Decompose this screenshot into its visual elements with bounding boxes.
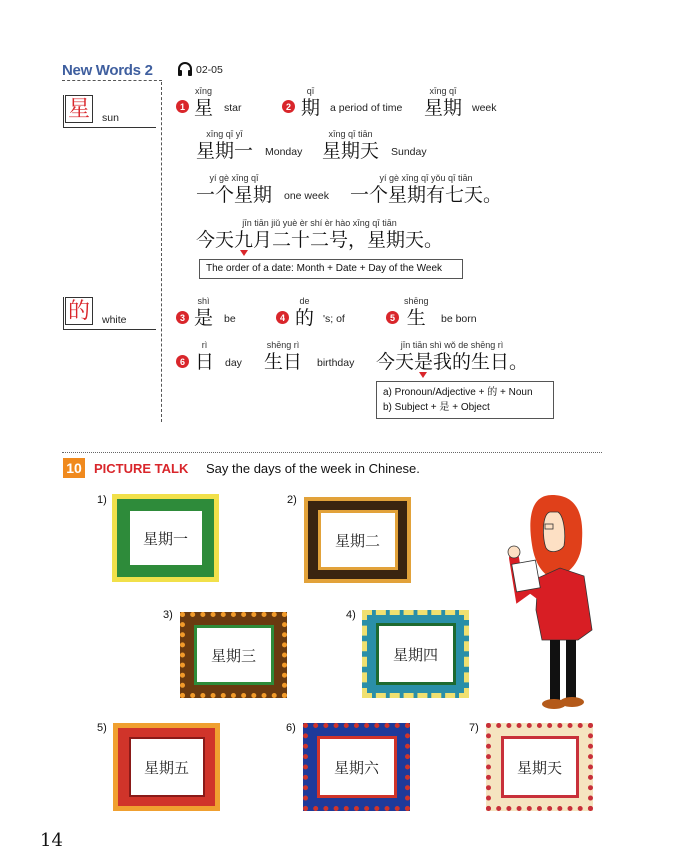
phrase-char: 一个星期有七天。 (350, 184, 503, 206)
word-shengri (264, 340, 302, 373)
char-sun-meaning: sun (102, 112, 119, 124)
word-pinyin: shēng (404, 296, 429, 306)
pointer-triangle (419, 372, 427, 378)
note-grammar-a: a) Pronoun/Adjective + 的 + Noun (383, 387, 533, 398)
phrase-char: 今天九月二十二号，星期天。 (196, 229, 444, 251)
word-xingqi (424, 86, 462, 119)
note-grammar (376, 381, 554, 419)
word-meaning: be born (441, 313, 477, 325)
word-meaning: day (225, 357, 242, 369)
headphones-icon[interactable] (177, 62, 193, 76)
word-meaning: be (224, 313, 236, 325)
phrase-one-week (196, 173, 272, 206)
word-char: 日 (195, 351, 215, 373)
frame-label-6: 6) (286, 722, 296, 734)
word-number-5: 5 (386, 311, 399, 324)
frame-label-5: 5) (97, 722, 107, 734)
word-pinyin: qī (306, 86, 315, 96)
word-meaning: a period of time (330, 102, 403, 114)
frame-text: 星期四 (376, 623, 456, 685)
frame-label-4: 4) (346, 609, 356, 621)
phrase-meaning: Sunday (391, 146, 427, 158)
phrase-char: 一个星期 (196, 184, 273, 206)
word-pinyin: rì (201, 340, 208, 350)
section-divider (62, 452, 602, 453)
phrase-pinyin: jīn tiān shì wǒ de shēng rì (400, 340, 504, 350)
word-char: 星期 (424, 97, 463, 119)
phrase-monday (196, 129, 253, 162)
audio-track-label: 02-05 (196, 64, 223, 76)
activity-number-badge: 10 (63, 458, 85, 478)
picture-frame-2 (304, 497, 411, 583)
char-card-white (63, 297, 156, 330)
activity-title: PICTURE TALK (94, 461, 189, 476)
word-meaning: 's; of (323, 313, 345, 325)
teacher-illustration (500, 490, 610, 715)
frame-label-1: 1) (97, 494, 107, 506)
picture-frame-3 (180, 612, 287, 698)
note-date-order: The order of a date: Month + Date + Day of the Week (199, 259, 463, 279)
phrase-char: 星期一 (196, 140, 254, 162)
word-char: 的 (295, 307, 315, 329)
section-title: New Words 2 (62, 62, 153, 79)
word-char: 期 (301, 97, 321, 119)
phrase-char: 今天是我的生日。 (376, 351, 529, 373)
phrase-pinyin: xīng qī tiān (328, 129, 373, 139)
word-meaning: birthday (317, 357, 355, 369)
picture-frame-7 (486, 723, 593, 811)
char-white: 的 (65, 297, 93, 325)
word-number-3: 3 (176, 311, 189, 324)
frame-text: 星期天 (501, 736, 579, 798)
frame-label-7: 7) (469, 722, 479, 734)
word-pinyin: de (299, 296, 310, 306)
word-ri (195, 340, 214, 373)
char-sun: 星 (65, 95, 93, 123)
word-number-6: 6 (176, 355, 189, 368)
picture-frame-4 (362, 610, 469, 698)
char-card-sun (63, 95, 156, 128)
frame-text: 星期六 (317, 736, 397, 798)
activity-instruction: Say the days of the week in Chinese. (206, 461, 420, 476)
phrase-seven-days (350, 173, 502, 206)
phrase-sunday (322, 129, 379, 162)
frame-text: 星期二 (318, 510, 398, 570)
column-divider (161, 82, 162, 422)
picture-frame-6 (303, 723, 410, 811)
word-char: 生日 (264, 351, 303, 373)
title-underline (62, 80, 162, 81)
word-de (295, 296, 314, 329)
word-pinyin: xīng qī (429, 86, 457, 96)
word-number-1: 1 (176, 100, 189, 113)
frame-text: 星期五 (129, 737, 205, 797)
phrase-birthday-sentence (376, 340, 528, 373)
word-char: 生 (406, 307, 426, 329)
phrase-pinyin: yí gè xīng qī yǒu qī tiān (379, 173, 473, 183)
word-qi (301, 86, 320, 119)
phrase-meaning: one week (284, 190, 329, 202)
pointer-triangle (240, 250, 248, 256)
word-sheng (404, 296, 429, 329)
frame-label-2: 2) (287, 494, 297, 506)
word-meaning: star (224, 102, 242, 114)
phrase-pinyin: yí gè xīng qī (209, 173, 259, 183)
frame-label-3: 3) (163, 609, 173, 621)
word-number-2: 2 (282, 100, 295, 113)
word-shi (194, 296, 213, 329)
picture-frame-1 (112, 494, 219, 582)
frame-text: 星期三 (194, 625, 274, 685)
word-pinyin: shì (197, 296, 210, 306)
word-number-4: 4 (276, 311, 289, 324)
phrase-date (196, 218, 443, 251)
char-white-meaning: white (102, 314, 127, 326)
picture-frame-5 (113, 723, 220, 811)
word-char: 星 (194, 97, 214, 119)
word-pinyin: xīng (195, 86, 213, 96)
frame-text: 星期一 (128, 509, 204, 567)
phrase-meaning: Monday (265, 146, 303, 158)
word-xing (194, 86, 213, 119)
phrase-char: 星期天 (322, 140, 380, 162)
phrase-pinyin: jīn tiān jiǔ yuè èr shí èr hào xīng qī tiān (242, 218, 397, 228)
word-pinyin: shēng rì (266, 340, 300, 350)
page-number: 14 (40, 830, 63, 851)
note-grammar-b: b) Subject + 是 + Object (383, 402, 490, 413)
phrase-pinyin: xīng qī yī (206, 129, 243, 139)
word-char: 是 (194, 307, 214, 329)
word-meaning: week (472, 102, 497, 114)
